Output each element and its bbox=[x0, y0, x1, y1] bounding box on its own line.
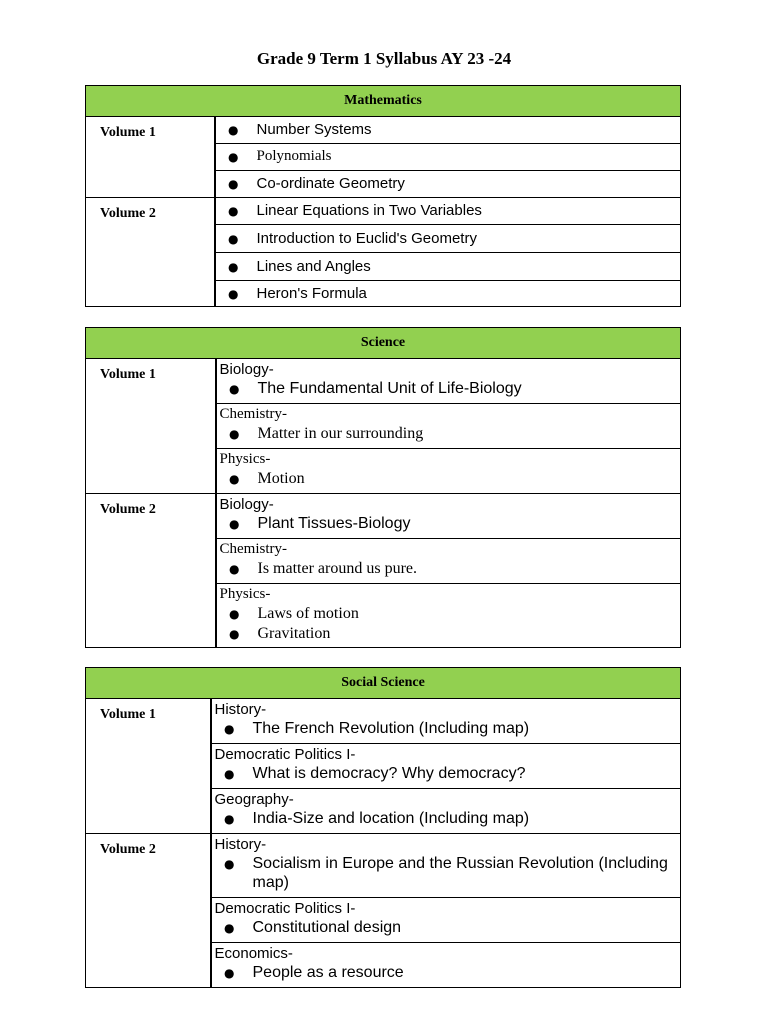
list-item: Biology- ● The Fundamental Unit of Life-Biology bbox=[216, 359, 681, 404]
bullet-icon bbox=[212, 764, 253, 784]
math-volume-2-label: Volume 2 bbox=[86, 198, 215, 307]
bullet-icon bbox=[212, 854, 253, 874]
section-category: Biology- bbox=[219, 361, 274, 378]
section-category: History- bbox=[214, 836, 267, 853]
social-science-heading: Social Science bbox=[86, 668, 681, 699]
science-table bbox=[85, 327, 681, 648]
list-item: History- ● The French Revolution (Including map) bbox=[211, 699, 681, 744]
list-item: ● Number Systems bbox=[215, 117, 681, 144]
bullet-icon bbox=[217, 379, 258, 399]
list-item: ● Co-ordinate Geometry bbox=[215, 171, 681, 198]
social-volume-2-label: Volume 2 bbox=[86, 834, 211, 988]
list-item: ● Heron's Formula bbox=[215, 281, 681, 307]
list-item: Chemistry- ● Matter in our surrounding bbox=[216, 404, 681, 449]
science-volume-1-label: Volume 1 bbox=[86, 359, 216, 494]
bullet-icon bbox=[217, 604, 258, 624]
list-item: Physics- ● Laws of motion ● Gravitation bbox=[216, 584, 681, 648]
bullet-icon bbox=[217, 469, 258, 489]
social-science-table bbox=[85, 667, 681, 988]
list-item: Democratic Politics I- ● What is democracy? Why democracy? bbox=[211, 744, 681, 789]
math-volume-1-label: Volume 1 bbox=[86, 117, 215, 198]
section-category: Democratic Politics I- bbox=[214, 900, 356, 917]
bullet-icon bbox=[212, 809, 253, 829]
list-item: Physics- ● Motion bbox=[216, 449, 681, 494]
section-category: History- bbox=[214, 701, 267, 718]
social-volume-1-label: Volume 1 bbox=[86, 699, 211, 834]
mathematics-heading: Mathematics bbox=[86, 86, 681, 117]
mathematics-table bbox=[85, 85, 681, 307]
section-category: Biology- bbox=[219, 496, 274, 513]
bullet-icon bbox=[216, 257, 257, 277]
bullet-icon bbox=[212, 918, 253, 938]
section-category: Physics- bbox=[219, 451, 271, 467]
bullet-icon bbox=[217, 559, 258, 579]
page-title: Grade 9 Term 1 Syllabus AY 23 -24 bbox=[256, 49, 512, 68]
section-category: Physics- bbox=[219, 586, 271, 602]
bullet-icon bbox=[216, 284, 257, 304]
list-item: Biology- ● Plant Tissues-Biology bbox=[216, 494, 681, 539]
bullet-icon bbox=[216, 174, 257, 194]
bullet-icon bbox=[216, 120, 257, 140]
section-category: Economics- bbox=[214, 945, 293, 962]
list-item: ● Linear Equations in Two Variables bbox=[215, 198, 681, 225]
bullet-icon bbox=[217, 424, 258, 444]
science-heading: Science bbox=[86, 328, 681, 359]
section-category: Chemistry- bbox=[219, 406, 287, 422]
bullet-icon bbox=[212, 719, 253, 739]
list-item: Democratic Politics I- ● Constitutional design bbox=[211, 898, 681, 943]
list-item: Economics- ● People as a resource bbox=[211, 943, 681, 988]
list-item: History- ● Socialism in Europe and the Russian Revolution (Including map) bbox=[211, 834, 681, 898]
list-item: ● Polynomials bbox=[215, 144, 681, 171]
bullet-icon bbox=[217, 514, 258, 534]
bullet-icon bbox=[217, 624, 258, 644]
science-volume-2-label: Volume 2 bbox=[86, 494, 216, 648]
bullet-icon bbox=[216, 201, 257, 221]
section-category: Democratic Politics I- bbox=[214, 746, 356, 763]
list-item: ● Lines and Angles bbox=[215, 253, 681, 281]
list-item: Chemistry- ● Is matter around us pure. bbox=[216, 539, 681, 584]
bullet-icon bbox=[216, 147, 257, 167]
section-category: Geography- bbox=[214, 791, 294, 808]
list-item: ● Introduction to Euclid's Geometry bbox=[215, 225, 681, 253]
section-category: Chemistry- bbox=[219, 541, 287, 557]
bullet-icon bbox=[212, 963, 253, 983]
list-item: Geography- ● India-Size and location (Including map) bbox=[211, 789, 681, 834]
bullet-icon bbox=[216, 229, 257, 249]
